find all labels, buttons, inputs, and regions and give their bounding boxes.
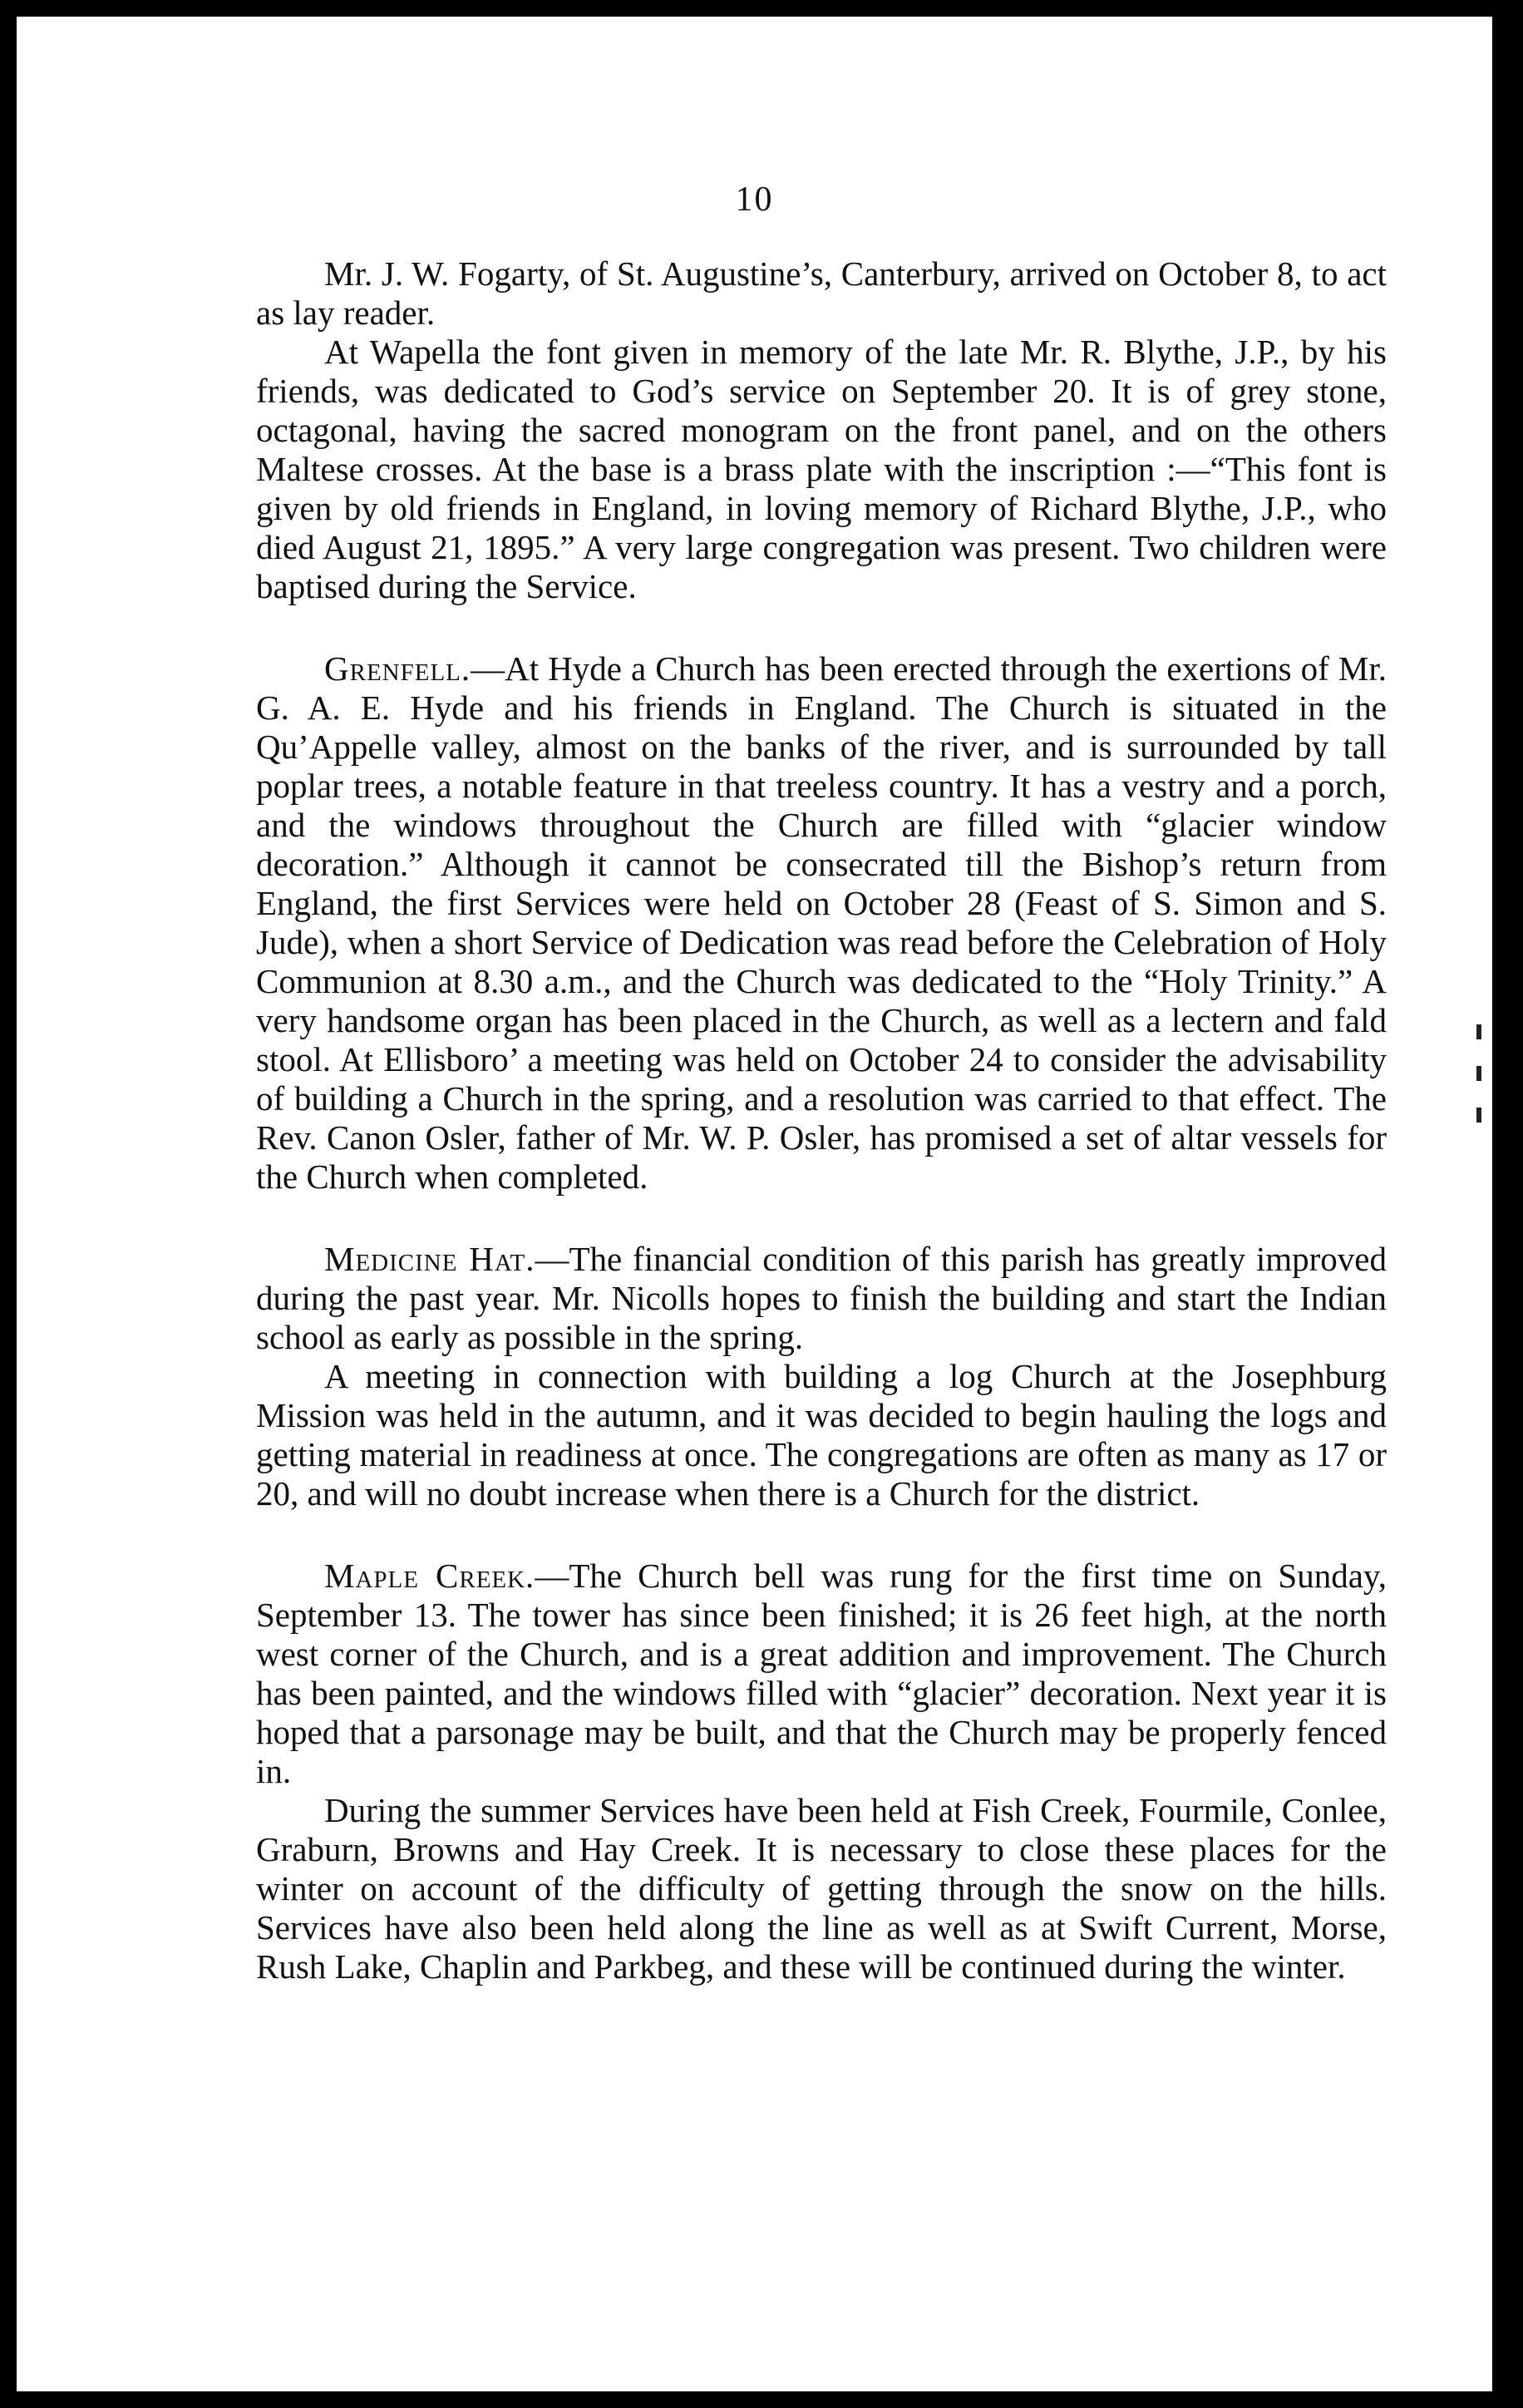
paragraph-maple-creek xyxy=(256,1557,1387,1791)
section-heading-medicine-hat: Medicine Hat. xyxy=(324,1240,535,1278)
binding-mark xyxy=(1476,1066,1481,1081)
paragraph-fogarty xyxy=(256,254,1387,333)
paragraph-wapella xyxy=(256,333,1387,606)
paragraph-text: —At Hyde a Church has been erected through the exertions of Mr. G. A. E. Hyde and his friends in England. The Church is situated in the Qu’Appelle valley, almost on the banks of the river, and is surrounded by tall poplar trees, a notable feature in that treeless country. It has a vestry and a porch, and the windows throughout the Church are filled with “glacier window decoration.” Although it cannot be consecrated till the Bishop’s return from England, the first Services were held on October 28 (Feast of S. Simon and S. Jude), when a short Service of Dedication was read before the Celebration of Holy Communion at 8.30 a.m., and the Church was dedicated to the “Holy Trinity.” A very handsome organ has been placed in the Church, as well as a lectern and fald stool. At Ellisboro’ a meeting was held on October 24 to consider the advisability of building a Church in the spring, and a resolution was carried to that effect. The Rev. Canon Osler, father of Mr. W. P. Osler, has promised a set of altar vessels for the Church when completed. xyxy=(256,649,1387,1196)
binding-mark xyxy=(1476,1108,1481,1123)
body-text xyxy=(256,254,1387,1986)
paragraph-grenfell xyxy=(256,649,1387,1197)
paragraph-summer-services xyxy=(256,1791,1387,1986)
paragraph-text: During the summer Services have been held at Fish Creek, Fourmile, Conlee, Graburn, Browns and Hay Creek. It is necessary to close these places for the winter on account of the difficulty of getting through the snow on the hills. Services have also been held along the line as well as at Swift Current, Morse, Rush Lake, Chaplin and Parkbeg, and these will be continued during the winter. xyxy=(256,1791,1387,1986)
paragraph-text: —The financial condition of this parish has greatly improved during the past year. Mr. Nicolls hopes to finish the building and start the Indian school as early as possible in the spring. xyxy=(256,1240,1387,1356)
paragraph-text: A meeting in connection with building a log Church at the Josephburg Mission was held in the autumn, and it was decided to begin hauling the logs and getting material in readiness at once. The congregations are often as many as 17 or 20, and will no doubt increase when there is a Church for the district. xyxy=(256,1357,1387,1512)
paragraph-medicine-hat xyxy=(256,1240,1387,1357)
section-heading-maple-creek: Maple Creek. xyxy=(324,1557,535,1595)
paragraph-text: At Wapella the font given in memory of the late Mr. R. Blythe, J.P., by his friends, was dedicated to God’s service on September 20. It is of grey stone, octagonal, having the sacred monogram on the front panel, and on the others Maltese crosses. At the base is a brass plate with the inscription :—“This font is given by old friends in England, in loving memory of Richard Blythe, J.P., who died August 21, 1895.” A very large congregation was present. Two children were baptised during the Service. xyxy=(256,333,1387,605)
paragraph-text: Mr. J. W. Fogarty, of St. Augustine’s, Canterbury, arrived on October 8, to act as lay reader. xyxy=(256,254,1387,332)
section-heading-grenfell: Grenfell. xyxy=(324,649,471,688)
paragraph-text: —The Church bell was rung for the first time on Sunday, September 13. The tower has since been finished; it is 26 feet high, at the north west corner of the Church, and is a great addition and improvement. The Church has been painted, and the windows filled with “glacier” decoration. Next year it is hoped that a parsonage may be built, and that the Church may be properly fenced in. xyxy=(256,1557,1387,1790)
paragraph-josephburg xyxy=(256,1357,1387,1513)
binding-mark xyxy=(1476,1024,1481,1039)
page-number: 10 xyxy=(735,180,774,219)
scanned-page xyxy=(17,17,1492,2391)
